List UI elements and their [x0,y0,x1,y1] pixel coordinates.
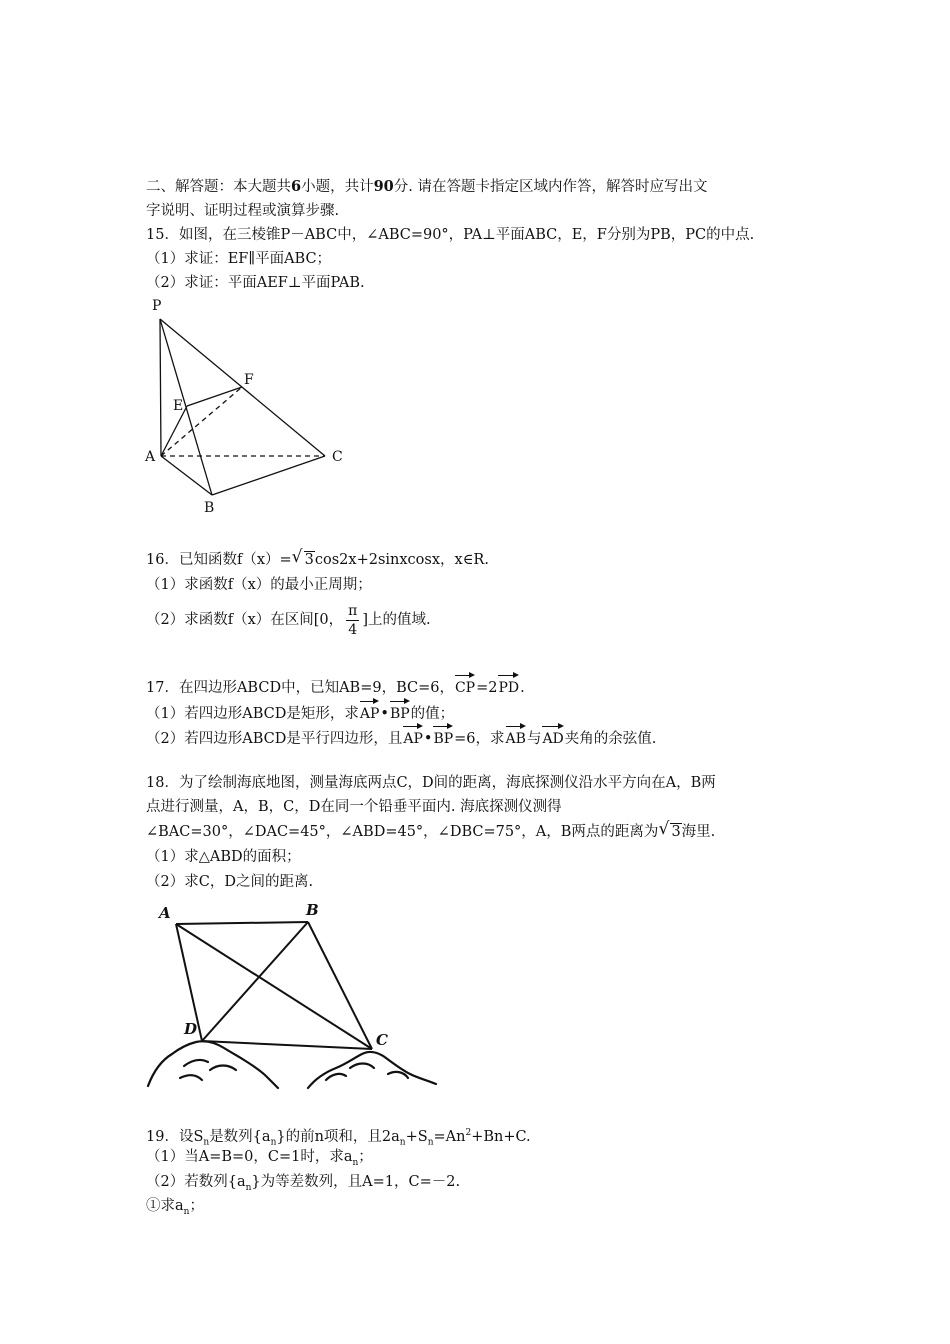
section-header-line1 [146,177,708,197]
subscript-n: n [203,1137,210,1148]
q18-line3 [146,822,715,842]
q17-text: . [520,680,525,696]
q19-part1 [146,1147,373,1173]
q19-part3 [146,1196,204,1222]
sqrt-radicand: 3 [671,824,681,840]
vector-ap: AP [360,698,380,724]
q18-line2: 点进行测量，A，B，C，D在同一个铅垂平面内. 海底探测仪测得 [146,799,562,815]
q17-text: =2 [476,680,498,696]
sqrt-symbol [660,822,681,842]
q15-part1: （1）求证：EF∥平面ABC； [146,251,332,267]
label-p: P [152,298,162,314]
subscript-n: n [399,1137,406,1148]
sqrt-radicand: 3 [304,552,314,568]
label-d: D [184,1020,198,1038]
q19-text: ； [189,1198,204,1214]
label-b: B [204,500,215,516]
q16-text: cos2x+2sinxcosx，x∈R. [314,552,489,568]
q19-text: ； [358,1149,373,1165]
label-e: E [173,398,184,414]
q19-text: （2）若数列{a [146,1174,246,1190]
total-score: 90 [373,178,394,195]
q17-text: =6，求 [454,731,505,747]
label-c: C [332,449,343,465]
subscript-n: n [270,1137,277,1148]
q18-line1: 18．为了绘制海底地图，测量海底两点C，D间的距离，海底探测仪沿水平方向在A，B两 [146,775,716,791]
vector-pd: PD [498,672,519,698]
edge-pa [160,319,161,456]
label-f: F [244,372,254,388]
vector-ad: AD [542,723,563,749]
q19-text: }为等差数列，且A=1，C=－2. [251,1174,461,1190]
subscript-n: n [427,1137,434,1148]
q16-part1: （1）求函数f（x）的最小正周期； [146,577,372,593]
q18-part2: （2）求C，D之间的距离. [146,874,314,890]
q19-text: 是数列{a [209,1128,271,1145]
segment-ab [176,922,308,924]
q18-text: ∠BAC=30°，∠DAC=45°，∠ABD=45°，∠DBC=75°，A，B两点的距离为 [146,824,659,840]
segment-ef [187,387,242,406]
section-text: 小题，共计 [301,179,374,195]
segment-bc [308,922,372,1049]
superscript-2: 2 [465,1128,472,1138]
q16-text: ]上的值域. [362,612,431,628]
segment-dc [202,1041,372,1049]
q16-part2 [146,600,431,640]
q17-text: 的值； [410,706,455,722]
subscript-n: n [352,1157,359,1168]
q17-part1 [146,698,454,724]
fraction-pi-over-4 [346,602,359,639]
segment-bd [202,922,308,1041]
q17-stem [146,672,525,698]
section-header-line2: 字说明、证明过程或演算步骤. [146,203,340,219]
edge-ab [161,456,212,495]
label-a: A [159,904,171,922]
vector-ab: AB [506,723,526,749]
fraction-denominator: 4 [348,621,358,638]
q19-text: +S [405,1128,428,1145]
q18-part1: （1）求△ABD的面积； [146,849,301,865]
q17-text: 夹角的余弦值. [564,731,657,747]
sqrt-symbol [294,550,315,570]
q19-text: =An [433,1128,466,1145]
vector-bp: BP [433,723,453,749]
edge-bc [212,456,325,495]
subscript-n: n [183,1206,190,1217]
question-count: 6 [291,178,302,195]
q19-text: +Bn+C. [471,1128,531,1145]
q19-text: 19．设S [146,1128,204,1145]
label-a: A [145,449,156,465]
q15-part2: （2）求证：平面AEF⊥平面PAB. [146,275,365,291]
fraction-numerator: π [348,602,358,619]
q17-part2 [146,723,656,749]
q19-text: }的前n项和，且2a [276,1128,400,1145]
q15-pyramid-figure [140,292,360,517]
q18-seafloor-figure [140,898,450,1093]
q16-text: 16．已知函数f（x）= [146,552,292,568]
q19-text: （1）当A=B=0，C=1时，求a [146,1149,353,1165]
dot-product: • [423,731,433,747]
q18-text: 海里. [681,824,716,840]
vector-bp: BP [390,698,410,724]
q16-stem [146,550,489,570]
vector-cp: CP [455,672,475,698]
segment-ac [176,924,372,1049]
q17-text: （1）若四边形ABCD是矩形，求 [146,706,359,722]
label-b: B [306,901,319,919]
section-text: 分. 请在答题卡指定区域内作答，解答时应写出文 [393,179,708,195]
q19-part2 [146,1172,460,1198]
subscript-n: n [245,1182,252,1193]
dot-product: • [380,706,389,722]
q15-stem: 15．如图，在三棱锥P－ABC中，∠ABC=90°，PA⊥平面ABC，E，F分别为PB，PC的中点. [146,227,755,243]
vector-ap: AP [403,723,423,749]
q19-text: ①求a [146,1198,184,1214]
q17-text: 17．在四边形ABCD中，已知AB=9，BC=6， [146,680,454,696]
q16-text: （2）求函数f（x）在区间[0， [146,612,344,628]
seafloor-rocks [148,1041,436,1088]
section-text: 二、解答题：本大题共 [146,179,291,195]
label-c: C [376,1031,388,1049]
q17-text: （2）若四边形ABCD是平行四边形，且 [146,731,403,747]
q17-text: 与 [526,731,542,747]
